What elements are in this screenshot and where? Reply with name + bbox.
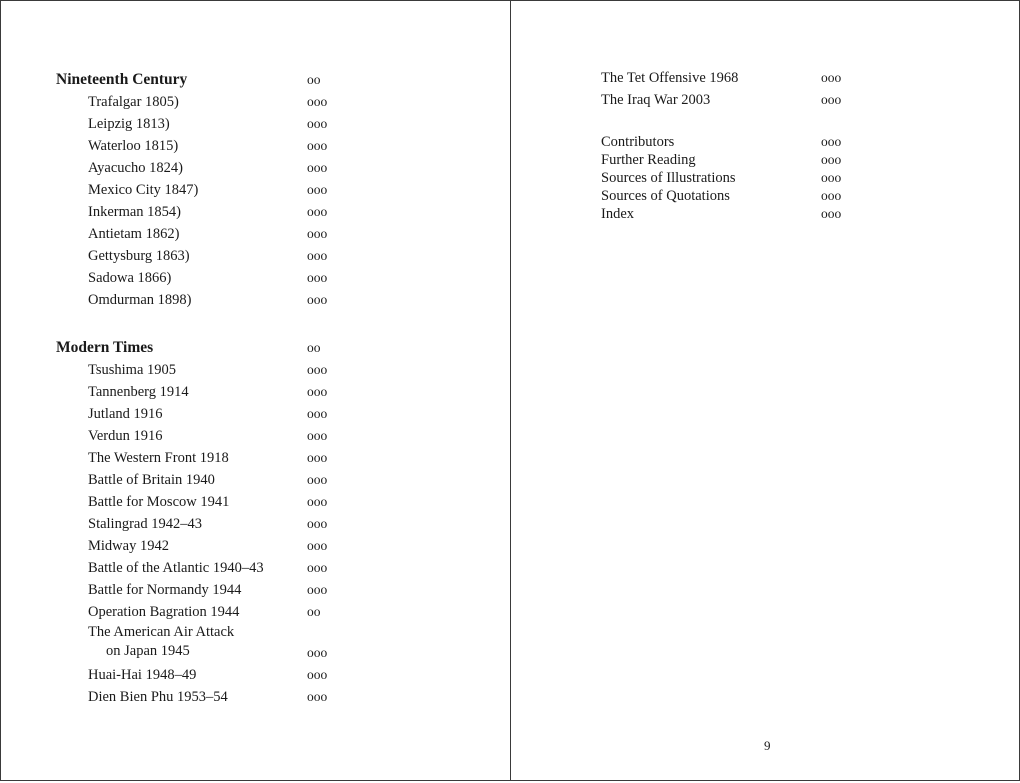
entry-page-number: ooo <box>307 645 328 660</box>
toc-entry <box>56 447 356 469</box>
entry-page-number: ooo <box>307 182 328 197</box>
entry-page-number: oo <box>307 604 321 619</box>
entry-page-number: ooo <box>307 248 328 263</box>
toc-entry <box>56 223 356 245</box>
entry-title: Contributors <box>601 134 675 150</box>
entry-title: Battle for Normandy 1944 <box>88 582 242 598</box>
right-page <box>510 0 1020 781</box>
entry-page-number: ooo <box>307 472 328 487</box>
toc-entry <box>56 359 356 381</box>
section-spacer <box>601 111 901 133</box>
entry-title: Battle of Britain 1940 <box>88 472 215 488</box>
entry-title: Sadowa 1866) <box>88 270 172 286</box>
entry-title: Huai-Hai 1948–49 <box>88 667 197 683</box>
left-page <box>0 0 511 781</box>
toc-entry <box>56 557 356 579</box>
toc-section-heading <box>56 337 356 359</box>
toc-entry <box>56 179 356 201</box>
back-matter-entry <box>601 169 901 187</box>
entry-page-number: ooo <box>307 94 328 109</box>
toc-entry <box>601 89 901 111</box>
back-matter-entry <box>601 151 901 169</box>
toc-entry <box>56 664 356 686</box>
entry-page-number: ooo <box>307 560 328 575</box>
entry-title: Verdun 1916 <box>88 428 163 444</box>
entry-title: The Western Front 1918 <box>88 450 229 466</box>
toc-entry <box>56 157 356 179</box>
entry-page-number: ooo <box>307 689 328 704</box>
entry-page-number: ooo <box>307 667 328 682</box>
entry-title: Antietam 1862) <box>88 226 180 242</box>
back-matter-entry <box>601 205 901 223</box>
section-spacer <box>56 311 356 337</box>
entry-title: The Iraq War 2003 <box>601 92 711 108</box>
entry-title: Ayacucho 1824) <box>88 160 183 176</box>
entry-title: Operation Bagration 1944 <box>88 604 240 620</box>
section-page-number: oo <box>307 72 321 87</box>
entry-page-number: ooo <box>307 516 328 531</box>
toc-entry <box>56 113 356 135</box>
toc-entry <box>601 67 901 89</box>
toc-entry <box>56 686 356 708</box>
toc-entry <box>56 289 356 311</box>
entry-title-line2: on Japan 1945 <box>106 643 190 659</box>
entry-page-number: ooo <box>821 134 842 149</box>
entry-page-number: ooo <box>307 428 328 443</box>
section-title: Modern Times <box>56 339 154 356</box>
entry-page-number: ooo <box>307 494 328 509</box>
toc-entry <box>56 601 356 623</box>
entry-page-number: ooo <box>307 226 328 241</box>
entry-page-number: ooo <box>307 204 328 219</box>
toc-entry <box>56 267 356 289</box>
entry-page-number: ooo <box>307 292 328 307</box>
entry-page-number: ooo <box>307 116 328 131</box>
entry-page-number: ooo <box>821 188 842 203</box>
toc-left-column <box>56 69 356 708</box>
entry-page-number: ooo <box>821 170 842 185</box>
entry-page-number: ooo <box>821 206 842 221</box>
entry-title: Further Reading <box>601 152 696 168</box>
entry-page-number: ooo <box>307 450 328 465</box>
entry-title: Dien Bien Phu 1953–54 <box>88 689 228 705</box>
toc-entry <box>56 491 356 513</box>
entry-title: Trafalgar 1805) <box>88 94 179 110</box>
entry-title: Jutland 1916 <box>88 406 163 422</box>
entry-title: Mexico City 1847) <box>88 182 199 198</box>
toc-entry <box>56 623 356 664</box>
toc-entry <box>56 403 356 425</box>
entry-page-number: ooo <box>307 582 328 597</box>
entry-title: Midway 1942 <box>88 538 169 554</box>
entry-title <box>88 623 234 661</box>
toc-section-heading <box>56 69 356 91</box>
entry-page-number: ooo <box>307 362 328 377</box>
entry-page-number: ooo <box>307 138 328 153</box>
entry-page-number: ooo <box>307 270 328 285</box>
entry-title: Waterloo 1815) <box>88 138 179 154</box>
entry-page-number: ooo <box>307 384 328 399</box>
folio-page-number: 9 <box>764 738 771 753</box>
toc-entry <box>56 201 356 223</box>
entry-title: Index <box>601 206 635 222</box>
entry-page-number: ooo <box>821 92 842 107</box>
back-matter-entry <box>601 133 901 151</box>
toc-entry <box>56 535 356 557</box>
toc-entry <box>56 513 356 535</box>
entry-page-number: ooo <box>821 70 842 85</box>
entry-page-number: ooo <box>307 538 328 553</box>
toc-entry <box>56 245 356 267</box>
entry-title: Battle of the Atlantic 1940–43 <box>88 560 264 576</box>
toc-entry <box>56 425 356 447</box>
entry-title: Leipzig 1813) <box>88 116 170 132</box>
entry-title: Sources of Quotations <box>601 188 730 204</box>
toc-right-column <box>601 67 901 223</box>
entry-title: Omdurman 1898) <box>88 292 192 308</box>
entry-title: The Tet Offensive 1968 <box>601 70 739 86</box>
toc-entry <box>56 135 356 157</box>
toc-entry <box>56 381 356 403</box>
entry-title: Stalingrad 1942–43 <box>88 516 202 532</box>
entry-page-number: ooo <box>821 152 842 167</box>
section-title: Nineteenth Century <box>56 71 188 88</box>
entry-title: Tsushima 1905 <box>88 362 176 378</box>
entry-page-number: ooo <box>307 406 328 421</box>
entry-title: Tannenberg 1914 <box>88 384 189 400</box>
toc-entry <box>56 469 356 491</box>
toc-entry <box>56 579 356 601</box>
entry-title: Sources of Illustrations <box>601 170 736 186</box>
entry-title: Inkerman 1854) <box>88 204 182 220</box>
toc-entry <box>56 91 356 113</box>
back-matter-entry <box>601 187 901 205</box>
entry-title: Battle for Moscow 1941 <box>88 494 230 510</box>
entry-title: Gettysburg 1863) <box>88 248 190 264</box>
entry-page-number: ooo <box>307 160 328 175</box>
section-page-number: oo <box>307 340 321 355</box>
entry-title-line1: The American Air Attack <box>88 624 235 640</box>
